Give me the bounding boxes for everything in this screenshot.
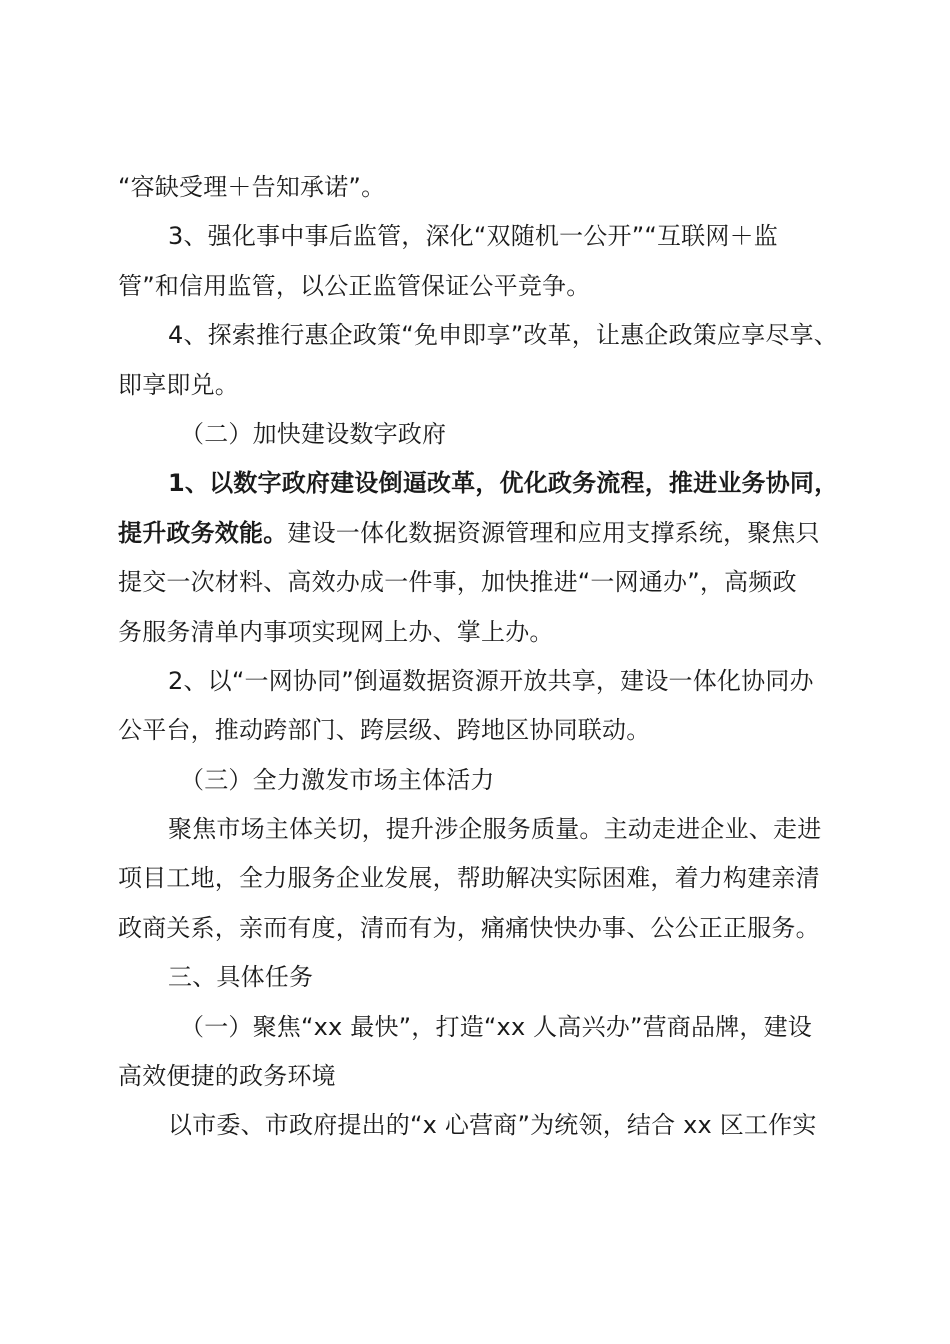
text-line (118, 163, 834, 212)
text-line (118, 805, 834, 854)
line-text: 3、强化事中事后监管，深化“双随机一公开”“互联网＋监 (168, 222, 778, 251)
line-text: 务服务清单内事项实现网上办、掌上办。 (118, 617, 554, 646)
text-line (118, 459, 839, 508)
section-heading (118, 953, 834, 1002)
text-line (118, 706, 834, 755)
section-heading (118, 1003, 834, 1052)
heading-text: 三、具体任务 (168, 963, 314, 992)
text-line (118, 854, 834, 903)
text-line (118, 212, 834, 261)
heading-text: （一）聚焦“xx 最快”，打造“xx 人高兴办”营商品牌，建设 (180, 1012, 813, 1041)
section-heading (118, 410, 834, 459)
text-line (118, 608, 834, 657)
text-line (118, 558, 834, 607)
line-text: 管”和信用监管，以公正监管保证公平竞争。 (118, 271, 591, 300)
section-heading (118, 756, 834, 805)
text-line (118, 657, 834, 706)
heading-text: （三）全力激发市场主体活力 (180, 765, 495, 794)
line-text: 2、以“一网协同”倒逼数据资源开放共享，建设一体化协同办 (168, 666, 814, 695)
text-line (118, 509, 834, 558)
line-text: 建设一体化数据资源管理和应用支撑系统，聚焦只 (287, 518, 820, 547)
bold-lead-text: 提升政务效能。 (118, 518, 288, 547)
line-text: 公平台，推动跨部门、跨层级、跨地区协同联动。 (118, 716, 651, 745)
line-text: 4、探索推行惠企政策“免申即享”改革，让惠企政策应享尽享、 (168, 321, 838, 350)
bold-lead-text: 1、以数字政府建设倒逼改革，优化政务流程，推进业务协同， (168, 469, 839, 498)
line-text: 以市委、市政府提出的“x 心营商”为统领，结合 xx 区工作实 (168, 1111, 817, 1140)
text-line (118, 311, 838, 360)
line-text: 即享即兑。 (118, 370, 239, 399)
text-line (118, 262, 834, 311)
text-line (118, 904, 834, 953)
document-body (118, 163, 839, 1151)
text-line (118, 1101, 834, 1150)
line-text: 提交一次材料、高效办成一件事，加快推进“一网通办”，高频政 (118, 568, 797, 597)
text-line (118, 1052, 834, 1101)
heading-text: （二）加快建设数字政府 (180, 419, 447, 448)
text-line (118, 361, 834, 410)
line-text: 政商关系，亲而有度，清而有为，痛痛快快办事、公公正正服务。 (118, 913, 820, 942)
line-text: “容缺受理＋告知承诺”。 (118, 173, 386, 201)
line-text: 高效便捷的政务环境 (118, 1062, 336, 1091)
line-text: 聚焦市场主体关切，提升涉企服务质量。主动走进企业、走进 (168, 815, 822, 844)
line-text: 项目工地，全力服务企业发展，帮助解决实际困难，着力构建亲清 (118, 864, 820, 893)
